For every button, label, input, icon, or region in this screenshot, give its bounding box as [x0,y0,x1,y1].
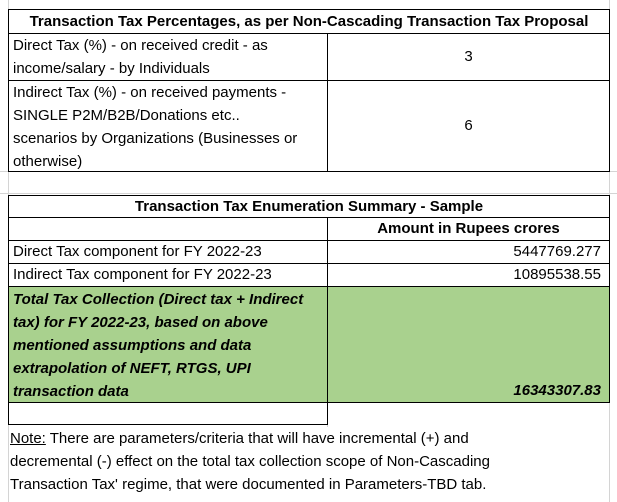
table2-title[interactable]: Transaction Tax Enumeration Summary - Sample [8,195,610,218]
label-line: Total Tax Collection (Direct tax + Indirect [13,291,304,308]
label-line: income/salary - by Individuals [13,60,210,77]
table2-col-header[interactable]: Amount in Rupees crores [327,217,610,241]
gridline [0,193,617,194]
table2-total-value[interactable]: 16343307.83 [327,286,610,403]
label-line: transaction data [13,383,129,400]
table1-title[interactable]: Transaction Tax Percentages, as per Non-Cascading Transaction Tax Proposal [8,9,610,34]
table2-row1-label[interactable]: Direct Tax component for FY 2022-23 [8,240,328,264]
table2-row1-value[interactable]: 5447769.277 [327,240,610,264]
note-prefix: Note: [10,430,46,447]
label-line: tax) for FY 2022-23, based on above [13,314,268,331]
label-line: mentioned assumptions and data [13,337,252,354]
table1-row1-value[interactable]: 3 [327,33,610,81]
table2-row2-label[interactable]: Indirect Tax component for FY 2022-23 [8,263,328,287]
label-line: scenarios by Organizations (Businesses or [13,130,298,147]
footnote-line-1 [10,427,610,450]
label-line: Indirect Tax (%) - on received payments - [13,84,287,101]
label-line: SINGLE P2M/B2B/Donations etc.. [13,107,240,124]
table2-row2-value[interactable]: 10895538.55 [327,263,610,287]
table2-empty-row[interactable] [8,402,328,425]
table1-row2-label[interactable] [8,80,328,172]
note-text: There are parameters/criteria that will have incremental (+) and [45,430,469,447]
table1-row1-label[interactable] [8,33,328,81]
table2-total-label[interactable] [8,286,328,403]
label-line: Direct Tax (%) - on received credit - as [13,37,268,54]
footnote-line-2: decremental (-) effect on the total tax collection scope of Non-Cascading [10,453,490,470]
footnote [10,427,610,496]
label-line: otherwise) [13,153,83,170]
table2-header-blank[interactable] [8,217,328,241]
footnote-line-3: Transaction Tax' regime, that were documented in Parameters-TBD tab. [10,476,487,493]
table1-row2-value[interactable]: 6 [327,80,610,172]
label-line: extrapolation of NEFT, RTGS, UPI [13,360,251,377]
